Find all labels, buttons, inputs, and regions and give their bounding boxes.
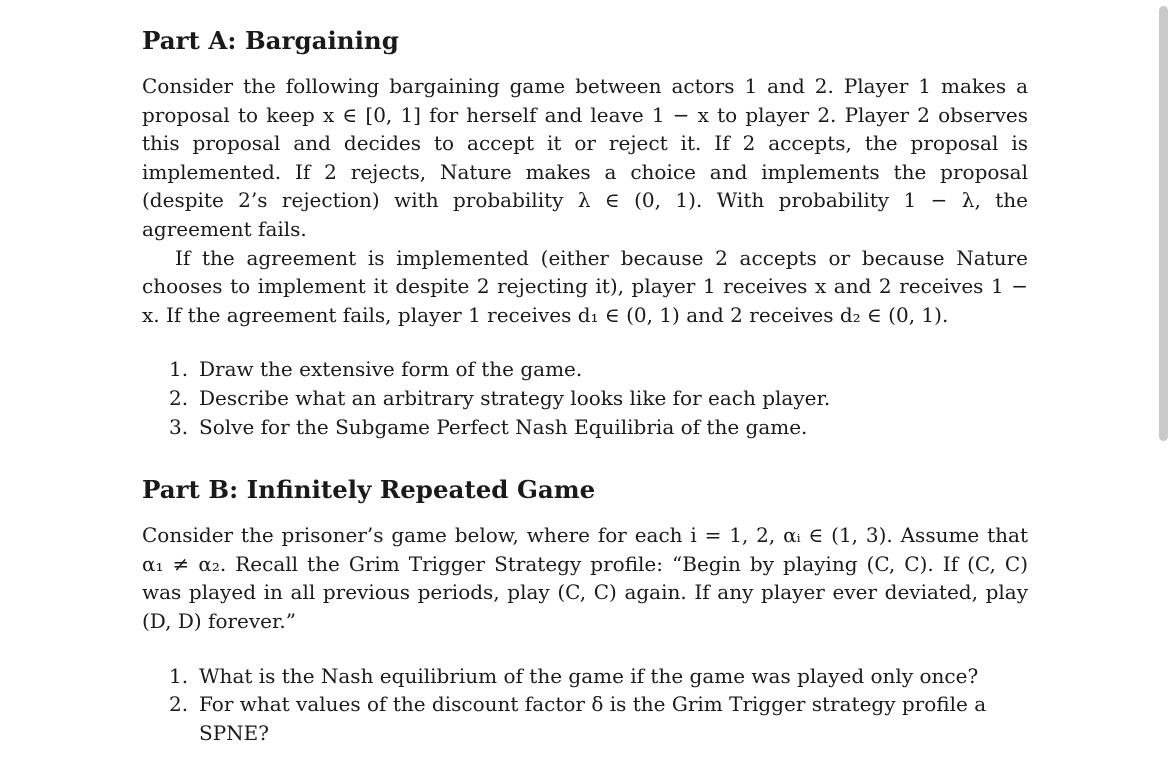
list-item (142, 355, 1028, 384)
part-a-question-list (142, 355, 1028, 441)
scrollbar-thumb[interactable] (1159, 6, 1168, 441)
part-a-title: Part A: Bargaining (142, 26, 399, 55)
list-text: Draw the extensive form of the game. (199, 357, 583, 382)
part-b-title: Part B: Infinitely Repeated Game (142, 475, 596, 505)
list-text: Solve for the Subgame Perfect Nash Equilibria of the game. (199, 414, 808, 439)
part-a-paragraph-1: Consider the following bargaining game between actors 1 and 2. Player 1 makes a proposal to keep x ∈ [0, 1] for herself and leave 1 − x to player 2. Player 2 observes this proposal and decides to accept it or reject it. If 2 accepts, the proposal is implemented. If 2 rejects, Nature makes a choice and implements the proposal (despite 2’s rejection) with probability λ ∈ (0, 1). With probability 1 − λ, the agreement fails. (142, 74, 1028, 241)
list-text: Describe what an arbitrary strategy looks like for each player. (199, 385, 831, 410)
list-number: 2. (169, 385, 189, 410)
scrollbar-track[interactable] (1155, 0, 1170, 764)
list-number: 1. (169, 357, 189, 382)
document-page (142, 26, 1028, 747)
list-text: What is the Nash equilibrium of the game if the game was played only once? (199, 663, 979, 688)
list-item (142, 662, 1028, 691)
list-text: For what values of the discount factor δ is the Grim Trigger strategy profile a SPNE? (199, 692, 987, 745)
list-item (142, 413, 1028, 442)
list-number: 3. (169, 414, 189, 439)
list-item (142, 384, 1028, 413)
part-b-paragraph-1: Consider the prisoner’s game below, where for each i = 1, 2, αᵢ ∈ (1, 3). Assume that α₁ ≠ α₂. Recall the Grim Trigger Strategy profile: “Begin by playing (C, C). If (C, C) was played in all previous periods, play (C, C) again. If any player ever deviated, play (D, D) forever.” (142, 523, 1028, 633)
list-number: 2. (169, 692, 189, 717)
part-a-paragraph-2: If the agreement is implemented (either because 2 accepts or because Nature chooses to implement it despite 2 rejecting it), player 1 receives x and 2 receives 1 − x. If the agreement fails, player 1 receives d₁ ∈ (0, 1) and 2 receives d₂ ∈ (0, 1). (142, 245, 1028, 327)
list-number: 1. (169, 663, 189, 688)
list-item (142, 690, 1028, 747)
part-b-question-list (142, 662, 1028, 748)
